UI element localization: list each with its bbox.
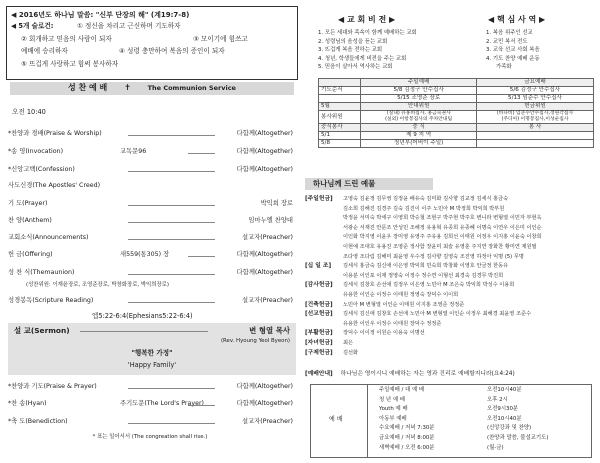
order-leader: 다함께(Altogether) [236, 400, 293, 407]
offering-names: 김소희 김해진 김경주 김숙 김진이 이주 노민아 M 박정희 박익희 박부원 [343, 205, 505, 212]
offering-category: [자녀헌금] [305, 340, 333, 346]
table-row [319, 140, 594, 148]
order-leader: 박익희 장로 [260, 200, 293, 207]
order-detail: 교독문96 [120, 148, 147, 155]
offering-category: [부활헌금] [305, 330, 333, 337]
table-cell: 중식봉사 [319, 124, 361, 132]
offering-names: 유용한 이인우 이정수 이태원 장덕수 정정준 [343, 320, 442, 327]
vision-item: 5. 믿음이 살아서 역사하는 교회 [318, 64, 393, 71]
offering-names: 이현예 조대호 유용진 조영준 정사함 장윤미 최슬 유영훈 주지연 장화찬 황미연 제원필 [343, 244, 537, 250]
mission-item: 2. 교민 복서 전도 [486, 38, 528, 45]
preacher-name: 변 형열 목사 [249, 326, 290, 335]
sermon-label: 설 교(Sermon) [14, 326, 70, 335]
offering-names: 고영숙 김윤정 김무영 김정윤 배유숙 김미화 김사향 김교정 김세식 홍금숙 [343, 196, 509, 202]
mission-title: ◀ 핵 심 사 역 ▶ [488, 15, 546, 24]
table-cell: (실내) 유홍희집사, 홍금숙권사 (실외) 이항봉집사의 주차안내팀 [361, 111, 477, 124]
offering-names: 최은 [343, 340, 354, 346]
sermon-box [8, 323, 296, 375]
goal-item: ④ 성령 충만하여 복음의 증인이 되자 [119, 47, 225, 55]
table-cell: 금요예배 [477, 79, 594, 87]
offering-row [305, 292, 593, 299]
mission-item: 3. 교육 선교 사회 복음 [486, 47, 540, 54]
table-cell: 봉사위원 [319, 111, 361, 124]
offering-names: 김세식 홍금숙 김신애 이은영 박익희 민숙희 박창화 이영호 안금정 한동유 [343, 263, 509, 270]
order-leader: 설교자(Preacher) [242, 297, 293, 304]
offering-category: [주일헌금] [305, 196, 333, 202]
leader-line [128, 135, 215, 136]
vision-title: ◀ 교 회 비 전 ▶ [338, 15, 396, 24]
offering-header: 하나님께 드린 예물 [305, 178, 433, 190]
vision-item: 1. 모든 세대와 족속이 함께 예배하는 교회 [318, 30, 417, 36]
schedule-service: 수요예배 / 저녁 7:30분 [379, 425, 435, 432]
offering-row [305, 263, 593, 270]
offering-row [305, 244, 593, 251]
order-leader: 다함께(Altogether) [236, 383, 293, 390]
offering-names: 김세식 김신애 김창호 손선애 노민아 M 변형열 이인순 이정우 최해경 최윤영 조준수 [343, 311, 531, 318]
table-row [319, 132, 594, 140]
goal-item: ⑤ 뜨겁게 사랑하고 힘써 봉사하자 [21, 60, 119, 68]
offering-category: [건축헌금] [305, 301, 333, 308]
table-cell: 제 9 지 역 [361, 132, 477, 140]
offering-row [305, 196, 593, 203]
table-cell: (바나비) 임준수안수집사,정원각집사 (주디아) 이명봉집사,이성순집사 [477, 111, 594, 124]
offering-names: 서광순 서재진 안문조 안성민 조해정 유용혁 유종희 유종혜 이명숙 이연우 이은미 이인순 [343, 224, 542, 231]
order-leader: 설교자(Preacher) [242, 418, 293, 425]
service-time: 오전 10:40 [12, 108, 46, 116]
order-label: 성경봉독(Scripture Reading) [8, 297, 94, 304]
leader-line [128, 423, 215, 424]
goals-title: ◀ 5개 슬로건: [11, 22, 54, 30]
leader-line [188, 256, 215, 257]
duty-table [318, 78, 594, 148]
order-label: 사도신경(The Apostles' Creed) [8, 182, 101, 189]
preacher-name-en: (Rev. Hyoung Yeol Byeon) [220, 338, 290, 344]
mission-item: 가족화 [496, 64, 512, 71]
order-label: 찬 양(Anthem) [8, 217, 52, 224]
offering-row [305, 234, 593, 241]
offering-row [305, 302, 593, 309]
offering-names: 김세식 김창호 손선애 김정우 이은영 노민아 M 조은숙 박익희 박성수 이용희 [343, 282, 515, 289]
order-leader: 다함께(Altogether) [236, 148, 293, 155]
table-cell: 5/13 임준수 안수집사 [477, 95, 594, 103]
table-row [319, 103, 594, 111]
leader-line [128, 222, 215, 223]
table-cell: 기도순서 [319, 87, 361, 95]
mission-item: 4. 기도 찬양 예배 운동 [486, 55, 540, 62]
schedule-time: (찬양과 말씀, 불설교기도) [487, 434, 549, 441]
leader-line [188, 405, 215, 406]
order-detail: 새559(통305) 장 [120, 251, 170, 258]
order-label: *찬양과 경배(Praise & Worship) [8, 130, 102, 137]
slogan-box [6, 6, 298, 80]
table-cell: 헌금위원 [477, 103, 594, 111]
offering-category: [선교헌금] [305, 311, 333, 318]
offering-row [305, 215, 593, 222]
order-leader: 다함께(Altogether) [236, 130, 293, 137]
offering-row [305, 225, 593, 232]
schedule-service: Youth 예 배 [379, 406, 408, 413]
vision-item: 4. 청년, 학생들에게 비전을 주는 교회 [318, 55, 407, 62]
goal-item: ① 정신을 차리고 근신하며 기도하자 [77, 22, 181, 30]
schedule-note: 하나님은 영이시니 예배하는 자는 영과 진리로 예배할지니라(요4:24) [340, 371, 515, 377]
offering-row [305, 330, 593, 337]
order-label: 교회소식(Announcements) [8, 234, 89, 241]
offering-row [305, 350, 593, 357]
order-leader: 설교자(Preacher) [242, 234, 293, 241]
table-cell: 5/8 [319, 140, 361, 148]
order-leader: 다함께(Altogether) [236, 251, 293, 258]
order-label: *찬 송(Hyan) [8, 400, 47, 407]
vision-item: 2. 성령님의 음성을 듣는 교회 [318, 38, 388, 45]
leader-line [128, 171, 215, 172]
table-cell [477, 132, 594, 140]
order-leader: 다함께(Altogether) [236, 166, 293, 173]
table-row [319, 79, 594, 87]
service-header [10, 82, 294, 95]
offering-names: 박정윤 서미숙 박세구 이영희 박승철 조현구 박주현 박주호 변니라 변형열 이민자 부현옥 [343, 215, 542, 222]
sermon-title-en: 'Happy Family' [127, 361, 177, 369]
table-row [319, 95, 594, 103]
schedule-note-line [305, 371, 593, 378]
goal-item: ② 회개하고 믿음의 사람이 되자 [21, 35, 112, 43]
order-label: *찬양과 기도(Praise & Prayer) [8, 383, 97, 390]
table-cell: 봉 사 [477, 124, 594, 132]
order-label: 기 도(Prayer) [8, 200, 48, 207]
offering-row [305, 340, 593, 347]
offering-row [305, 254, 593, 261]
offering-names: 장덕수 이이정 이원순 이용욱 이명선 [343, 330, 425, 337]
table-cell: 5/15 조영준 장로 [361, 95, 477, 103]
table-row [319, 87, 594, 95]
schedule-service: 주일예배 / 대 예 배 [379, 387, 425, 393]
offering-names: 이용분 이인포 이재 정영숙 이정수 정수연 이형선 최경숙 김경무 박진희 [343, 272, 504, 279]
offering-row [305, 282, 593, 289]
leader-line [128, 239, 215, 240]
offering-row [305, 311, 593, 318]
schedule-time: 오후 2시 [487, 396, 508, 403]
cross-icon: ✝ [124, 83, 131, 92]
table-cell: 5/6 김정구 안수집사 [477, 87, 594, 95]
schedule-time: 오전9시30분 [487, 406, 519, 413]
goal-item: 예배에 승리하자 [21, 47, 68, 55]
order-label: *축 도(Benediction) [8, 418, 68, 425]
goal-item: ③ 모이기에 힘쓰고 [193, 35, 248, 43]
vision-item: 3. 뜨겁게 복음 전하는 교회 [318, 47, 383, 54]
table-cell [477, 140, 594, 148]
offering-row [305, 321, 593, 328]
schedule-time: (신앙강좌 및 찬양) [487, 425, 532, 432]
schedule-service: 새벽예배 / 오전 6:00분 [379, 444, 435, 451]
schedule-service: 금요예배 / 저녁 8:00분 [379, 434, 435, 441]
offering-names: 유용한 이인순 이정수 이태원 정영숙 장덕수 이이희 [343, 292, 459, 298]
service-header-en: The Communion Service [147, 84, 236, 92]
schedule-title: [예배안내] [305, 371, 333, 377]
table-row [319, 124, 594, 132]
schedule-time: (월-금) [487, 444, 504, 451]
offering-category: [십 일 조] [305, 263, 332, 270]
offering-row [305, 206, 593, 213]
offering-category: [구제헌금] [305, 349, 333, 356]
offering-names: 이인화 박지영 이윤우 장미영 유영주 주유용 김희선 이태원 이정우 이지홍 이윤숙 이창희 [343, 234, 542, 241]
order-label: *신앙고백(Confession) [8, 166, 75, 173]
table-cell: 5/8 김정구 안수집사 [361, 87, 477, 95]
vision-list [318, 30, 417, 71]
order-leader: 임마누엘 찬양대 [248, 217, 293, 224]
order-label: 성 찬 식(Themaunion) [8, 269, 75, 276]
table-cell: 5/1 [319, 132, 361, 140]
mission-list [486, 30, 540, 71]
offering-names: 김선화 [343, 349, 359, 356]
mission-item: 1. 복음 위주인 선교 [486, 30, 533, 36]
order-label: 헌 금(Offering) [8, 251, 53, 258]
order-detail: 주기도문(The Lord's Prayer) [120, 400, 205, 407]
communion-note: (성찬위원: 이재윤장로, 조영준장로, 박창화장로, 박익희장로) [26, 282, 169, 288]
leader-line [128, 274, 215, 275]
offering-names: 노민아 M 변형열 이인순 이태원 이지홍 조영준 정정준 [343, 301, 465, 308]
leader-line [128, 205, 215, 206]
leader-line [188, 153, 215, 154]
footnote: * 표는 일어서서 (The congreation shall rise.) [92, 434, 208, 440]
table-cell [319, 95, 361, 103]
table-cell: 청년부(어버이 주일) [361, 140, 477, 148]
scripture: 엡5:22-6:4(Ephesians5:22-6:4) [92, 312, 193, 320]
table-row [319, 111, 594, 124]
schedule-time: 오전10시40분 [487, 387, 522, 393]
schedule-service: 아동부 예배 [379, 415, 407, 422]
schedule-service: 청 년 예 배 [379, 396, 405, 403]
leader-line [128, 302, 215, 303]
offering-row [305, 273, 593, 280]
table-cell [319, 79, 361, 87]
schedule-time: 오전10시40분 [487, 415, 522, 422]
table-cell: 5월 [319, 103, 361, 111]
order-label: *송 영(Invocation) [8, 148, 64, 155]
leader-line [128, 388, 215, 389]
table-cell: 안내위원 [361, 103, 477, 111]
offering-category: [감사헌금] [305, 282, 333, 289]
offering-names: 조다영 조다림 김해미 최윤영 우수정 김사향 김영숙 조진영 하정아 익명 (5) 무명 [343, 253, 524, 260]
table-cell: 중 식 [361, 124, 477, 132]
service-header-ko: 성 찬 예 배 [68, 83, 108, 92]
order-leader: 다함께(Altogether) [236, 269, 293, 276]
sermon-title: "행복한 가정" [131, 349, 173, 357]
verse-title: ◀ 2016년도 하나님 말씀: "신부 단장의 해" (계19:7-8) [11, 11, 190, 19]
schedule-table [310, 384, 592, 458]
table-cell: 주일예배 [361, 79, 477, 87]
schedule-left-label: 예 배 [329, 416, 343, 423]
